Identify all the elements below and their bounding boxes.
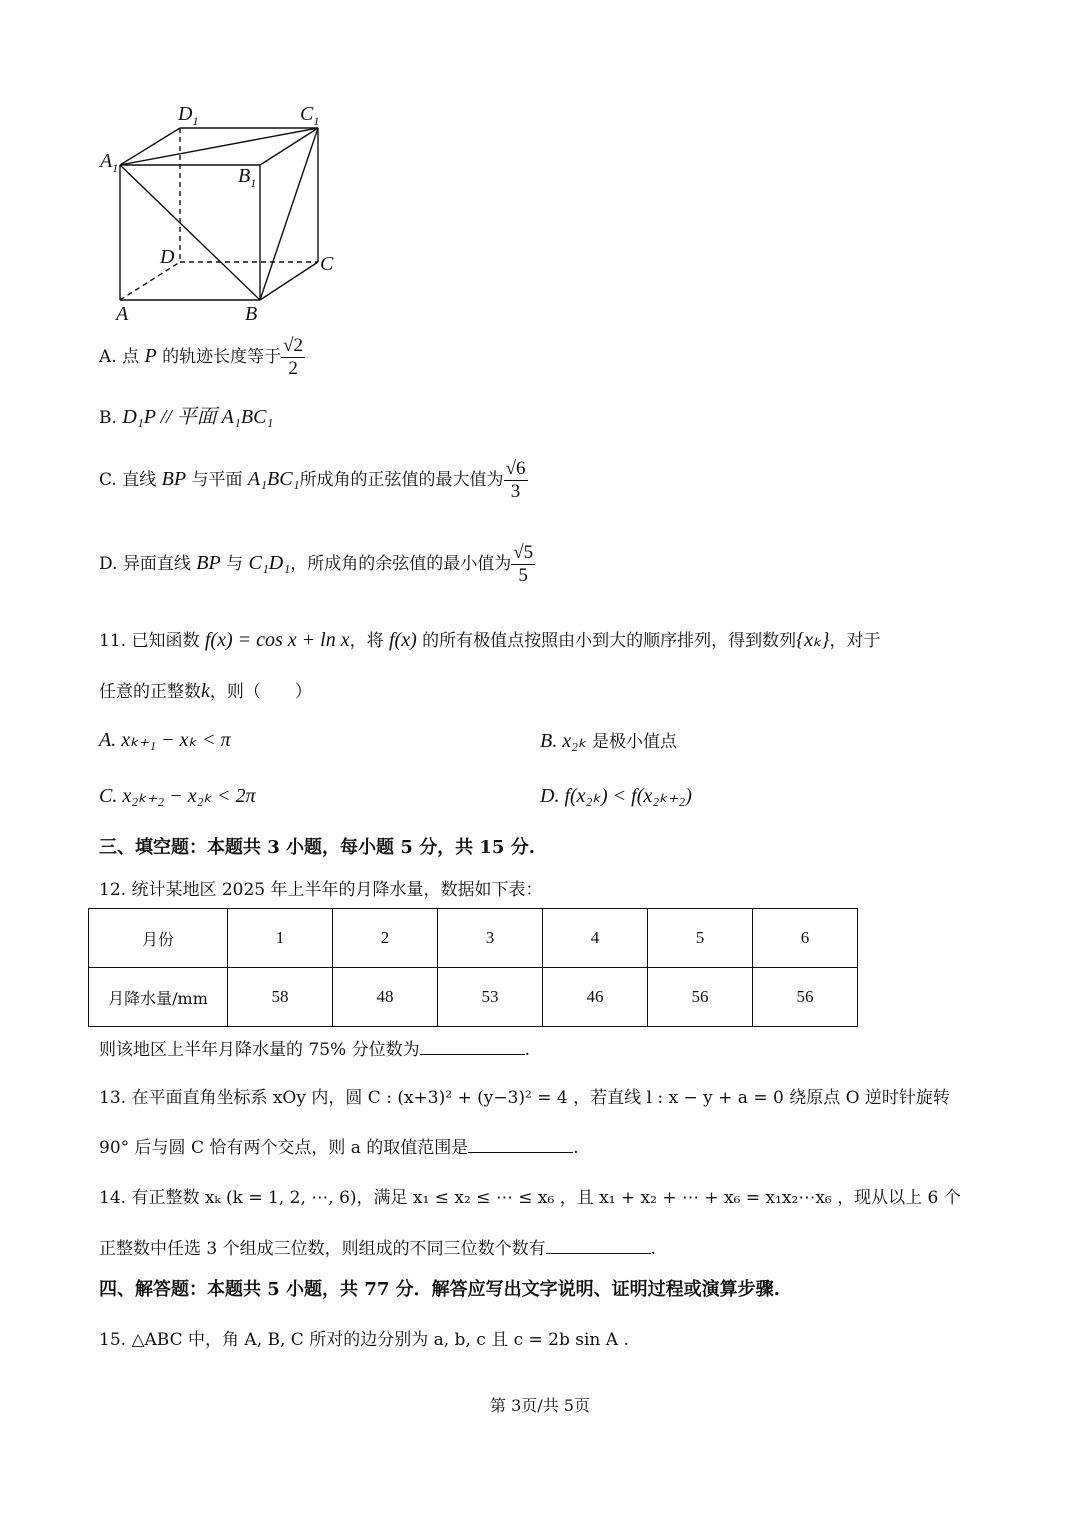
table-cell: 56 <box>648 968 753 1027</box>
table-cell: 2 <box>333 909 438 968</box>
table-cell: 46 <box>543 968 648 1027</box>
section-4-heading: 四、解答题：本题共 5 小题，共 77 分．解答应写出文字说明、证明过程或演算步骤. <box>99 1279 780 1300</box>
q11-stem-2: 任意的正整数k，则（ ） <box>99 680 312 702</box>
table-cell: 6 <box>753 909 858 968</box>
q14-line-1: 14. 有正整数 xₖ (k = 1, 2, ⋯, 6)，满足 x₁ ≤ x₂ ≤ ⋯ ≤ x₆ ，且 x₁ + x₂ + ⋯ + x₆ = x₁x₂⋯x₆ ，现从以上 6 个 <box>99 1188 961 1208</box>
table-row <box>89 909 858 968</box>
answer-blank[interactable] <box>468 1136 573 1153</box>
q14-line-2: 正整数中任选 3 个组成三位数，则组成的不同三位数个数有 . <box>99 1239 657 1259</box>
label-A1: $A_1$ <box>100 150 119 175</box>
q10-option-b: B. D₁P // 平面 A₁BC₁ <box>99 406 274 428</box>
q11-option-d: D. f(x₂ₖ) < f(x₂ₖ₊₂) <box>540 785 692 807</box>
q10-option-a: A. 点 P 的轨迹长度等于 $\frac{√2}{2}$ <box>99 335 304 379</box>
label-B: B <box>245 303 258 325</box>
q11-stem: 11. 已知函数 f(x) = cos x + ln x，将 f(x) 的所有极值点按照由小到大的顺序排列，得到数列{xₖ}，对于 <box>99 629 881 651</box>
label-D1: $D_1$ <box>178 103 199 128</box>
q11-option-c: C. x₂ₖ₊₂ − x₂ₖ < 2π <box>99 785 256 807</box>
table-cell: 3 <box>438 909 543 968</box>
answer-blank[interactable] <box>420 1038 525 1055</box>
q12-question: 则该地区上半年月降水量的 75% 分位数为 . <box>99 1040 530 1060</box>
cube-figure <box>95 100 345 330</box>
q11-option-a: A. xₖ₊₁ − xₖ < π <box>99 729 231 751</box>
q15-stem: 15. △ABC 中，角 A, B, C 所对的边分别为 a, b, c 且 c = 2b sin A . <box>99 1330 629 1350</box>
label-D: D <box>160 246 175 268</box>
table-cell: 1 <box>228 909 333 968</box>
page-footer: 第 3页/共 5页 <box>490 1396 590 1415</box>
q13-line-2: 90° 后与圆 C 恰有两个交点，则 a 的取值范围是 . <box>99 1138 579 1158</box>
answer-blank[interactable] <box>546 1237 651 1254</box>
section-3-heading: 三、填空题：本题共 3 小题，每小题 5 分，共 15 分. <box>99 837 535 858</box>
table-cell: 56 <box>753 968 858 1027</box>
table-header-cell: 月降水量/mm <box>89 968 228 1027</box>
table-cell: 4 <box>543 909 648 968</box>
q10-option-c: C. 直线 BP 与平面 A₁BC₁所成角的正弦值的最大值为 $\frac{√6}{3}$ <box>99 458 526 502</box>
table-cell: 48 <box>333 968 438 1027</box>
rainfall-table <box>88 908 858 1027</box>
q12-stem: 12. 统计某地区 2025 年上半年的月降水量，数据如下表： <box>99 880 543 900</box>
table-header-cell: 月份 <box>89 909 228 968</box>
table-cell: 5 <box>648 909 753 968</box>
table-row <box>89 968 858 1027</box>
label-B1: $B_1$ <box>238 165 257 190</box>
label-C: C <box>320 253 334 275</box>
q11-option-b: B. x₂ₖ 是极小值点 <box>540 730 677 752</box>
label-C1: $C_1$ <box>300 103 320 128</box>
q13-line-1: 13. 在平面直角坐标系 xOy 内，圆 C : (x+3)² + (y−3)² = 4 ，若直线 l : x − y + a = 0 绕原点 O 逆时针旋转 <box>99 1088 950 1108</box>
table-cell: 58 <box>228 968 333 1027</box>
q10-option-d: D. 异面直线 BP 与 C₁D₁，所成角的余弦值的最小值为 $\frac{√5}{5}$ <box>99 542 534 586</box>
label-A: A <box>116 303 129 325</box>
table-cell: 53 <box>438 968 543 1027</box>
